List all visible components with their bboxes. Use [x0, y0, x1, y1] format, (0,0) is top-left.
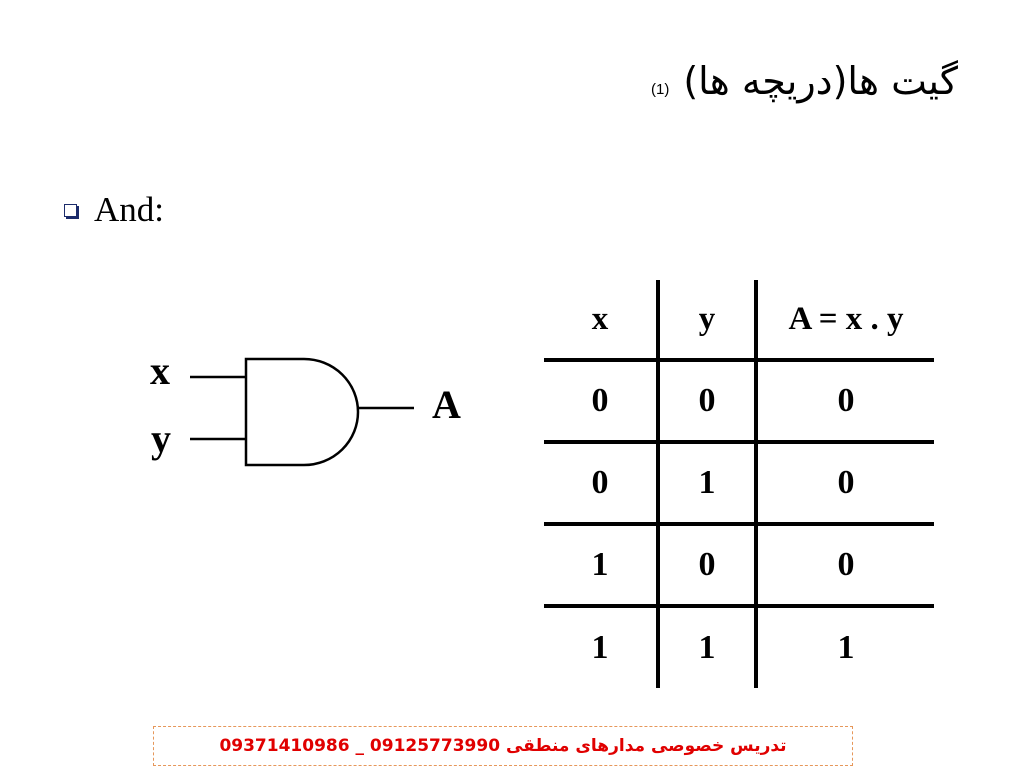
- gate-input-label-x: x: [150, 348, 170, 393]
- slide-title: [650, 59, 958, 103]
- footer-text: تدریس خصوصی مدارهای منطقی 09125773990 _ 09371410986: [219, 736, 787, 756]
- and-gate-diagram: [0, 0, 520, 520]
- table-cell: 1: [544, 524, 658, 606]
- table-cell: 0: [756, 442, 934, 524]
- table-row: [544, 360, 934, 442]
- table-cell: 1: [544, 606, 658, 688]
- table-header-x: x: [544, 280, 658, 360]
- table-cell: 0: [658, 360, 756, 442]
- and-gate-symbol: [246, 359, 358, 465]
- table-cell: 1: [756, 606, 934, 688]
- table-row: [544, 442, 934, 524]
- table-header-row: [544, 280, 934, 360]
- footer-banner: [153, 726, 853, 766]
- truth-table: [544, 280, 934, 688]
- table-cell: 0: [756, 524, 934, 606]
- title-text: گیت ها(دریچه ها): [683, 59, 958, 103]
- table-header-output: A = x . y: [756, 280, 934, 360]
- table-header-y: y: [658, 280, 756, 360]
- table-cell: 0: [544, 360, 658, 442]
- table-cell: 0: [658, 524, 756, 606]
- table-cell: 1: [658, 606, 756, 688]
- table-row: [544, 524, 934, 606]
- table-cell: 0: [837, 382, 855, 419]
- table-row: [544, 606, 934, 688]
- gate-output-label: A: [432, 382, 461, 427]
- table-cell: 1: [658, 442, 756, 524]
- title-number: (1): [650, 81, 670, 98]
- gate-input-label-y: y: [151, 416, 171, 461]
- table-cell: 0: [544, 442, 658, 524]
- bullet-label: And:: [94, 190, 164, 229]
